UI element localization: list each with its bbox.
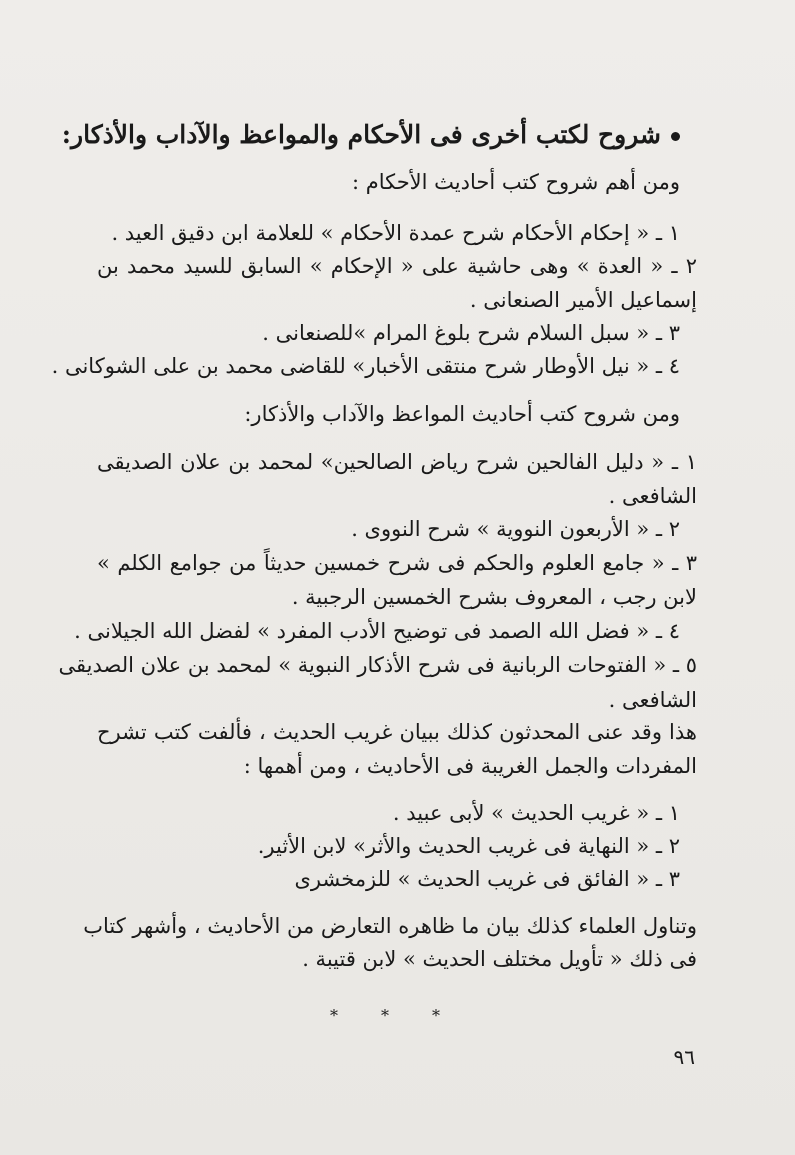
list-item: ٤ ـ « فضل الله الصمد فى توضيح الأدب المفرد » لفضل الله الجيلانى .: [74, 619, 680, 643]
list-item-continuation: إسماعيل الأمير الصنعانى .: [469, 288, 697, 312]
asterisk-icon: *: [432, 1006, 440, 1025]
section2-intro: ومن شروح كتب أحاديث المواعظ والآداب والأذكار:: [244, 402, 680, 426]
paragraph-line: فى ذلك « تأويل مختلف الحديث » لابن قتيبة .: [302, 947, 697, 971]
page-number: ٩٦: [673, 1045, 695, 1069]
list-item: ٣ ـ « الفائق فى غريب الحديث » للزمخشرى: [294, 867, 680, 891]
paragraph-line: وتناول العلماء كذلك بيان ما ظاهره التعارض من الأحاديث ، وأشهر كتاب: [83, 914, 697, 938]
list-item: ١ ـ « غريب الحديث » لأبى عبيد .: [392, 801, 680, 825]
list-item: ٢ ـ « النهاية فى غريب الحديث والأثر» لابن الأثير.: [257, 834, 680, 858]
heading-text: شروح لكتب أخرى فى الأحكام والمواعظ والآداب والأذكار:: [61, 120, 661, 149]
list-item: ١ ـ « دليل الفالحين شرح رياض الصالحين» لمحمد بن علان الصديقى: [97, 450, 697, 474]
list-item: ٣ ـ « جامع العلوم والحكم فى شرح خمسين حديثاً من جوامع الكلم »: [97, 551, 697, 575]
list-item-continuation: لابن رجب ، المعروف بشرح الخمسين الرجبية .: [291, 585, 697, 609]
asterisk-icon: *: [330, 1006, 338, 1025]
list-item: ٢ ـ « الأربعون النووية » شرح النووى .: [351, 517, 680, 541]
bullet-icon: [671, 132, 680, 141]
paragraph-line: المفردات والجمل الغريبة فى الأحاديث ، ومن أهمها :: [243, 754, 697, 778]
list-item: ٣ ـ « سبل السلام شرح بلوغ المرام »للصنعانى .: [262, 321, 680, 345]
list-item: ١ ـ « إحكام الأحكام شرح عمدة الأحكام » للعلامة ابن دقيق العيد .: [111, 221, 680, 245]
paragraph-line: هذا وقد عنى المحدثون كذلك ببيان غريب الحديث ، فألفت كتب تشرح: [97, 720, 697, 744]
section-heading: [62, 122, 680, 147]
list-item: ٤ ـ « نيل الأوطار شرح منتقى الأخبار» للقاضى محمد بن على الشوكانى .: [51, 354, 680, 378]
section1-intro: ومن أهم شروح كتب أحاديث الأحكام :: [351, 170, 680, 194]
list-item: ٢ ـ « العدة » وهى حاشية على « الإحكام » السابق للسيد محمد بن: [97, 254, 697, 278]
section-separator: [330, 1008, 440, 1028]
list-item-continuation: الشافعى .: [608, 484, 697, 508]
list-item: ٥ ـ « الفتوحات الربانية فى شرح الأذكار النبوية » لمحمد بن علان الصديقى: [58, 653, 697, 677]
list-item-continuation: الشافعى .: [608, 688, 697, 712]
asterisk-icon: *: [381, 1006, 389, 1025]
